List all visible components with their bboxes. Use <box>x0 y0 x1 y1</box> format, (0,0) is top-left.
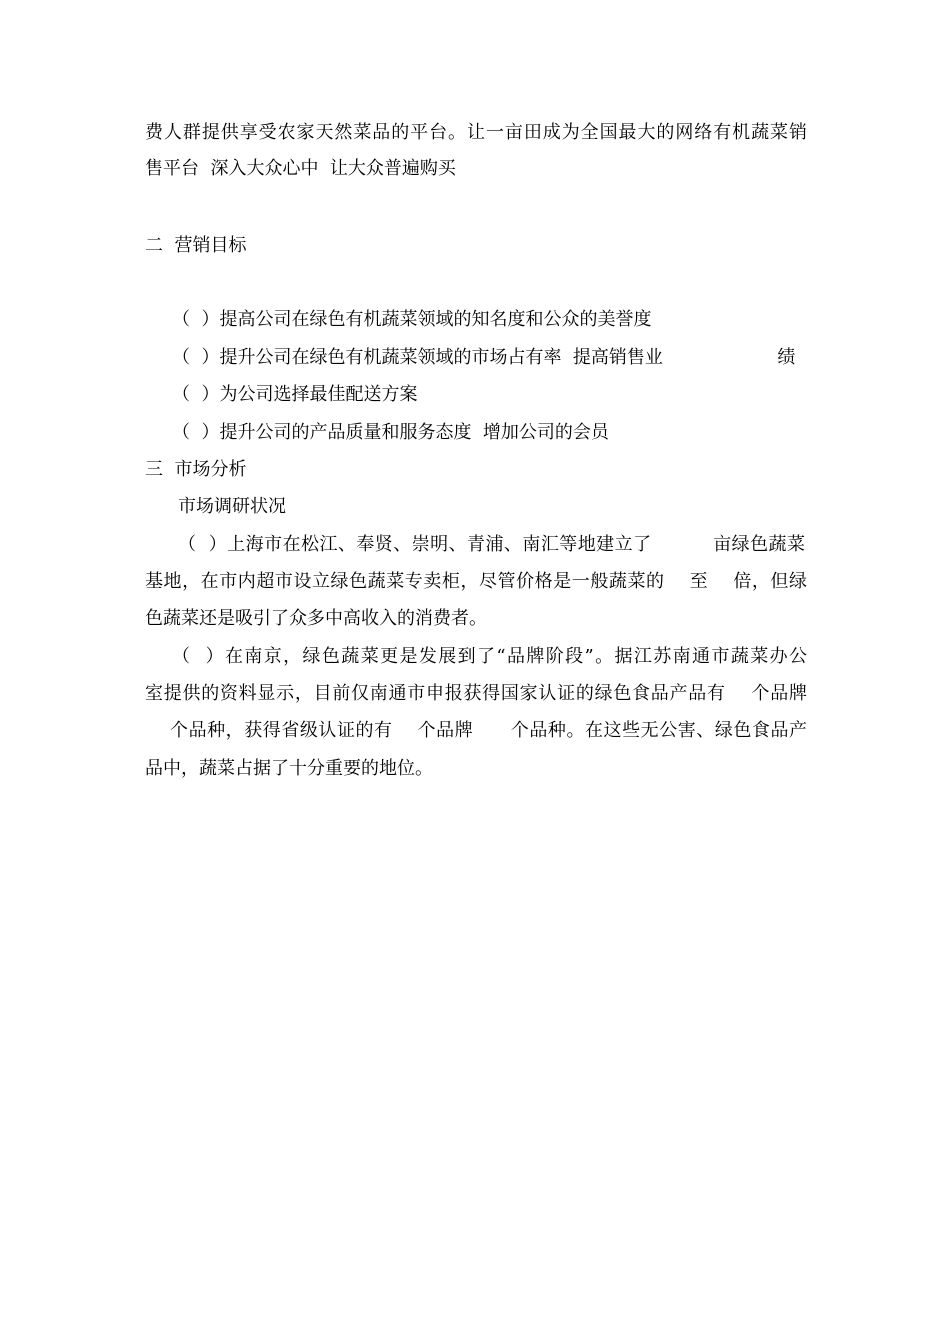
goal-item-1: （ ）提高公司在绿色有机蔬菜领域的知名度和公众的美誉度 <box>172 309 652 330</box>
para-2-line-3: 个品种，获得省级认证的有 个品牌 个品种。在这些无公害、绿色食品产 <box>145 720 807 741</box>
para-1-line-3: 色蔬菜还是吸引了众多中高收入的消费者。 <box>145 608 487 629</box>
intro-line-1: 费人群提供享受农家天然菜品的平台。让一亩田成为全国最大的网络有机蔬菜销 <box>145 122 807 143</box>
para-2-line-4: 品中，蔬菜占据了十分重要的地位。 <box>145 758 433 779</box>
section-2-heading: 二 营销目标 <box>145 235 247 256</box>
para-1-line-2: 基地，在市内超市设立绿色蔬菜专卖柜，尽管价格是一般蔬菜的 至 倍，但绿 <box>145 571 807 592</box>
para-2-line-2: 室提供的资料显示，目前仅南通市申报获得国家认证的绿色食品产品有 个品牌 <box>145 683 807 704</box>
para-1-line-1: （ ）上海市在松江、奉贤、崇明、青浦、南汇等地建立了 亩绿色蔬菜 <box>178 534 805 555</box>
goal-item-3: （ ）为公司选择最佳配送方案 <box>172 384 418 405</box>
para-2-line-1: （ ）在南京，绿色蔬菜更是发展到了“品牌阶段”。据江苏南通市蔬菜办公 <box>172 646 807 667</box>
section-3-heading: 三 市场分析 <box>145 459 247 480</box>
goal-item-4: （ ）提升公司的产品质量和服务态度 增加公司的会员 <box>172 422 609 443</box>
goal-item-2: （ ）提升公司在绿色有机蔬菜领域的市场占有率 提高销售业 绩 <box>172 347 796 368</box>
section-3-subheading: 市场调研状况 <box>178 496 286 517</box>
intro-line-2: 售平台 深入大众心中 让大众普遍购买 <box>145 158 456 179</box>
